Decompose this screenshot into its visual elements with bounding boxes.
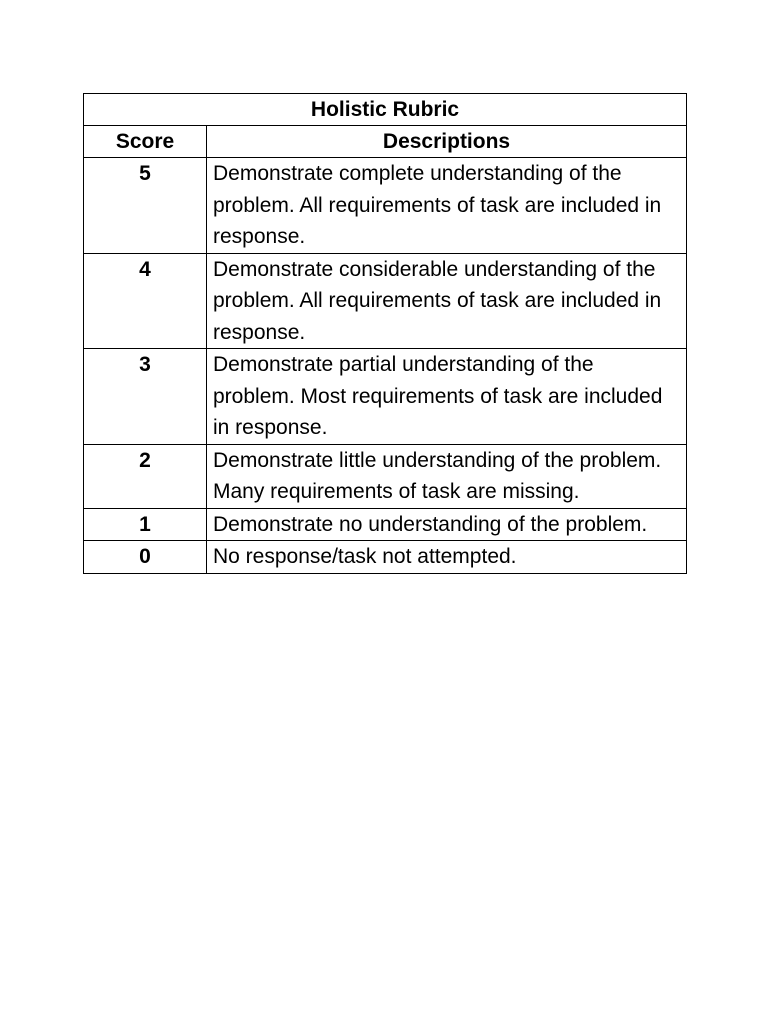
table-title: Holistic Rubric [84, 94, 687, 126]
score-value: 4 [84, 253, 207, 349]
table-row [84, 158, 687, 254]
holistic-rubric-table [83, 93, 687, 574]
table-row [84, 253, 687, 349]
score-description: Demonstrate partial understanding of the problem. Most requirements of task are included in response. [207, 349, 687, 445]
table-row [84, 508, 687, 541]
score-value: 0 [84, 541, 207, 574]
header-row [84, 126, 687, 158]
score-value: 1 [84, 508, 207, 541]
table-row [84, 541, 687, 574]
table-row [84, 444, 687, 508]
score-description: Demonstrate no understanding of the problem. [207, 508, 687, 541]
score-description: Demonstrate considerable understanding of the problem. All requirements of task are included in response. [207, 253, 687, 349]
score-description: No response/task not attempted. [207, 541, 687, 574]
score-value: 2 [84, 444, 207, 508]
descriptions-column-header: Descriptions [207, 126, 687, 158]
score-column-header: Score [84, 126, 207, 158]
score-value: 3 [84, 349, 207, 445]
title-row [84, 94, 687, 126]
table-row [84, 349, 687, 445]
score-description: Demonstrate complete understanding of the problem. All requirements of task are included in response. [207, 158, 687, 254]
score-value: 5 [84, 158, 207, 254]
score-description: Demonstrate little understanding of the problem. Many requirements of task are missing. [207, 444, 687, 508]
